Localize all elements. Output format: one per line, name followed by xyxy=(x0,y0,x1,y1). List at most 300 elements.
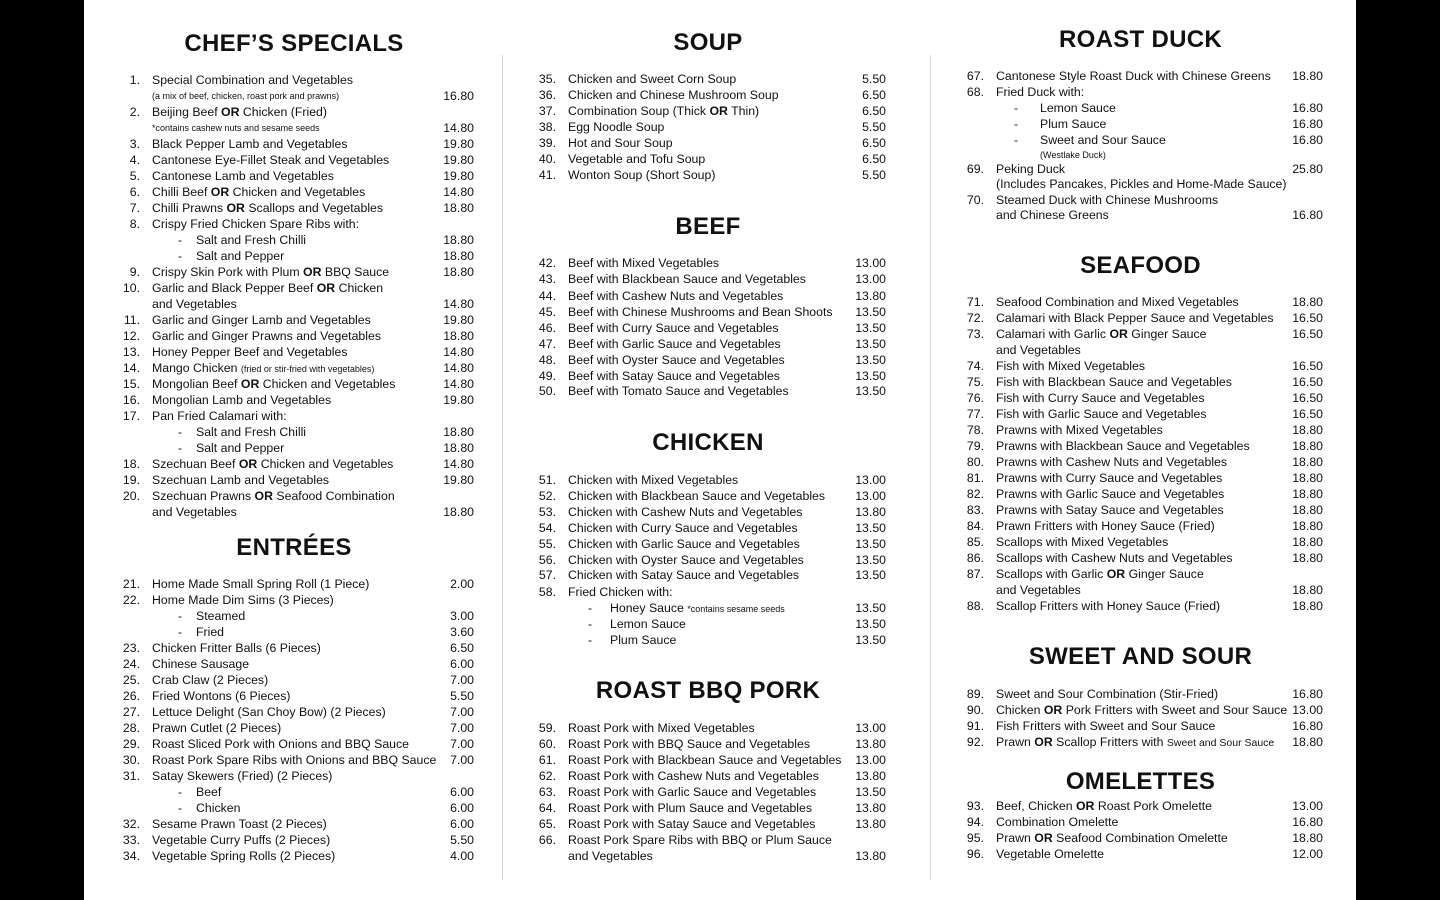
item-price: 18.80 xyxy=(1292,503,1323,517)
menu-item xyxy=(958,486,1323,502)
item-name: Chicken xyxy=(196,801,241,815)
bullet-dash: - xyxy=(178,609,183,623)
menu-item xyxy=(958,207,1323,223)
item-price: 18.80 xyxy=(1292,69,1323,83)
item-number: 21. xyxy=(122,577,140,591)
menu-item xyxy=(958,390,1323,406)
item-name: Prawns with Mixed Vegetables xyxy=(996,423,1163,437)
menu-item xyxy=(530,632,886,648)
item-name: Beef with Garlic Sauce and Vegetables xyxy=(568,337,781,351)
item-name: Sweet and Sour Sauce xyxy=(1040,133,1166,147)
menu-item xyxy=(530,71,886,87)
menu-item xyxy=(530,520,886,536)
item-price: 16.50 xyxy=(1292,407,1323,421)
item-number: 36. xyxy=(538,88,556,102)
menu-item xyxy=(958,502,1323,518)
menu-item xyxy=(958,702,1323,718)
menu-item xyxy=(114,360,474,376)
menu-item xyxy=(114,640,474,656)
item-name: Beef with Cashew Nuts and Vegetables xyxy=(568,289,784,303)
item-price: 18.80 xyxy=(443,425,474,439)
item-price: 18.80 xyxy=(1292,455,1323,469)
item-name: Prawns with Curry Sauce and Vegetables xyxy=(996,471,1223,485)
item-name: Fried Chicken with: xyxy=(568,585,673,599)
item-number: 78. xyxy=(966,423,984,437)
item-number: 6. xyxy=(129,185,140,199)
item-number: 49. xyxy=(538,369,556,383)
item-name: Mango Chicken (fried or stir-fried with vegetables) xyxy=(152,361,375,375)
item-name: Steamed Duck with Chinese Mushrooms xyxy=(996,193,1219,207)
menu-item xyxy=(958,550,1323,566)
item-name: Beef with Blackbean Sauce and Vegetables xyxy=(568,272,806,286)
item-number: 72. xyxy=(966,311,984,325)
item-price: 16.80 xyxy=(1292,687,1323,701)
item-name: Plum Sauce xyxy=(1040,117,1107,131)
menu-item xyxy=(530,720,886,736)
item-name: Combination Omelette xyxy=(996,815,1119,829)
item-price: 13.80 xyxy=(855,817,886,831)
item-name: Chicken and Sweet Corn Soup xyxy=(568,72,737,86)
item-number: 22. xyxy=(122,593,140,607)
item-price: 16.80 xyxy=(1292,133,1323,147)
menu-item xyxy=(114,656,474,672)
item-price: 13.50 xyxy=(855,353,886,367)
item-name: Chicken Fritter Balls (6 Pieces) xyxy=(152,641,321,655)
item-number: 25. xyxy=(122,673,140,687)
item-price: 18.80 xyxy=(443,505,474,519)
item-name: Beef with Mixed Vegetables xyxy=(568,256,720,270)
item-number: 94. xyxy=(966,815,984,829)
item-price: 16.50 xyxy=(1292,391,1323,405)
item-price: 7.00 xyxy=(450,753,474,767)
item-price: 13.50 xyxy=(855,537,886,551)
section-heading: SEAFOOD xyxy=(1080,252,1201,279)
item-price: 13.50 xyxy=(855,369,886,383)
menu-page xyxy=(84,0,1356,900)
column-divider xyxy=(930,55,931,880)
menu-item xyxy=(958,470,1323,486)
item-name: Prawn OR Seafood Combination Omelette xyxy=(996,831,1228,845)
menu-item xyxy=(530,784,886,800)
menu-item xyxy=(114,848,474,864)
item-name: and Vegetables xyxy=(152,505,237,519)
item-price: 13.00 xyxy=(855,753,886,767)
item-price: 5.50 xyxy=(862,168,886,182)
item-price: 18.80 xyxy=(1292,735,1323,749)
menu-item xyxy=(114,592,474,608)
menu-item xyxy=(114,752,474,768)
item-price: 14.80 xyxy=(443,345,474,359)
bullet-dash: - xyxy=(178,425,183,439)
menu-item xyxy=(530,488,886,504)
menu-item xyxy=(958,566,1323,582)
item-name: Sweet and Sour Combination (Stir-Fried) xyxy=(996,687,1219,701)
bullet-dash: - xyxy=(588,633,593,647)
item-price: 2.00 xyxy=(450,577,474,591)
menu-item xyxy=(114,232,474,248)
menu-item xyxy=(530,336,886,352)
item-price: 6.50 xyxy=(862,152,886,166)
menu-item xyxy=(530,816,886,832)
menu-item xyxy=(530,768,886,784)
item-price: 14.80 xyxy=(443,377,474,391)
item-number: 42. xyxy=(538,256,556,270)
bullet-dash: - xyxy=(1014,117,1019,131)
item-name: and Vegetables xyxy=(996,583,1081,597)
item-number: 90. xyxy=(966,703,984,717)
item-name: Fish with Blackbean Sauce and Vegetables xyxy=(996,375,1232,389)
item-price: 6.50 xyxy=(862,136,886,150)
item-number: 58. xyxy=(538,585,556,599)
item-name: Roast Pork with Plum Sauce and Vegetables xyxy=(568,801,813,815)
item-number: 64. xyxy=(538,801,556,815)
item-price: 4.00 xyxy=(450,849,474,863)
item-price: 13.80 xyxy=(855,505,886,519)
item-price: 18.80 xyxy=(443,249,474,263)
item-name: Szechuan Prawns OR Seafood Combination xyxy=(152,489,395,503)
item-number: 69. xyxy=(966,162,984,176)
item-price: 13.00 xyxy=(1292,799,1323,813)
item-price: 7.00 xyxy=(450,737,474,751)
bullet-dash: - xyxy=(178,441,183,455)
menu-item xyxy=(114,720,474,736)
item-name: *contains cashew nuts and sesame seeds xyxy=(152,123,320,133)
item-price: 13.50 xyxy=(855,521,886,535)
bullet-dash: - xyxy=(178,801,183,815)
menu-item xyxy=(958,192,1323,208)
menu-item xyxy=(958,686,1323,702)
item-price: 19.80 xyxy=(443,473,474,487)
item-price: 13.50 xyxy=(855,305,886,319)
menu-item xyxy=(530,151,886,167)
item-price: 13.50 xyxy=(855,321,886,335)
item-number: 17. xyxy=(122,409,140,423)
item-name: and Vegetables xyxy=(152,297,237,311)
item-name: Garlic and Ginger Prawns and Vegetables xyxy=(152,329,381,343)
menu-item xyxy=(530,600,886,616)
menu-item xyxy=(114,152,474,168)
item-price: 18.80 xyxy=(1292,439,1323,453)
item-price: 13.00 xyxy=(855,721,886,735)
item-price: 14.80 xyxy=(443,457,474,471)
item-price: 6.00 xyxy=(450,785,474,799)
item-name: Chicken with Garlic Sauce and Vegetables xyxy=(568,537,800,551)
item-number: 24. xyxy=(122,657,140,671)
item-name: Chicken with Cashew Nuts and Vegetables xyxy=(568,505,803,519)
item-price: 6.50 xyxy=(862,104,886,118)
item-number: 27. xyxy=(122,705,140,719)
item-price: 7.00 xyxy=(450,705,474,719)
menu-item xyxy=(530,832,886,848)
menu-item xyxy=(114,184,474,200)
menu-item xyxy=(958,830,1323,846)
item-number: 2. xyxy=(129,105,140,119)
item-price: 18.80 xyxy=(443,201,474,215)
item-name: Roast Pork with Garlic Sauce and Vegetables xyxy=(568,785,817,799)
item-name: Home Made Dim Sims (3 Pieces) xyxy=(152,593,334,607)
item-name: Chicken with Curry Sauce and Vegetables xyxy=(568,521,798,535)
item-number: 41. xyxy=(538,168,556,182)
item-price: 16.80 xyxy=(1292,117,1323,131)
menu-item xyxy=(114,408,474,424)
menu-item xyxy=(114,768,474,784)
item-name: Roast Sliced Pork with Onions and BBQ Sauce xyxy=(152,737,409,751)
menu-item xyxy=(530,736,886,752)
item-name: Prawns with Cashew Nuts and Vegetables xyxy=(996,455,1228,469)
menu-item xyxy=(958,342,1323,358)
item-price: 14.80 xyxy=(443,185,474,199)
item-price: 5.50 xyxy=(862,120,886,134)
item-name: Beef with Satay Sauce and Vegetables xyxy=(568,369,780,383)
item-number: 50. xyxy=(538,384,556,398)
item-name: Special Combination and Vegetables xyxy=(152,73,353,87)
menu-item xyxy=(530,320,886,336)
menu-item xyxy=(958,454,1323,470)
item-name: Cantonese Style Roast Duck with Chinese Greens xyxy=(996,69,1271,83)
item-price: 14.80 xyxy=(443,297,474,311)
section-heading: SWEET AND SOUR xyxy=(1028,643,1253,670)
item-name: Chicken with Satay Sauce and Vegetables xyxy=(568,568,800,582)
item-price: 13.50 xyxy=(855,785,886,799)
item-number: 11. xyxy=(123,313,140,327)
item-number: 82. xyxy=(966,487,984,501)
item-name: Prawn Fritters with Honey Sauce (Fried) xyxy=(996,519,1215,533)
item-price: 6.00 xyxy=(450,801,474,815)
item-number: 12. xyxy=(122,329,140,343)
section-heading: OMELETTES xyxy=(1065,768,1216,795)
item-name: Fish with Curry Sauce and Vegetables xyxy=(996,391,1205,405)
item-name: Lemon Sauce xyxy=(1040,101,1116,115)
item-number: 28. xyxy=(122,721,140,735)
menu-item xyxy=(958,310,1323,326)
item-number: 26. xyxy=(122,689,140,703)
menu-item xyxy=(958,326,1323,342)
item-name: (Includes Pancakes, Pickles and Home-Made Sauce) xyxy=(996,177,1287,191)
menu-item xyxy=(114,344,474,360)
item-name: Home Made Small Spring Roll (1 Piece) xyxy=(152,577,370,591)
item-name: and Chinese Greens xyxy=(996,208,1109,222)
menu-item xyxy=(114,472,474,488)
item-price: 19.80 xyxy=(443,153,474,167)
item-name: Satay Skewers (Fried) (2 Pieces) xyxy=(152,769,333,783)
menu-item xyxy=(530,567,886,583)
item-price: 19.80 xyxy=(443,169,474,183)
item-name: Garlic and Ginger Lamb and Vegetables xyxy=(152,313,371,327)
item-price: 14.80 xyxy=(443,361,474,375)
item-name: Peking Duck xyxy=(996,162,1066,176)
item-name: Scallops with Mixed Vegetables xyxy=(996,535,1169,549)
item-name: Fish Fritters with Sweet and Sour Sauce xyxy=(996,719,1216,733)
item-number: 35. xyxy=(538,72,556,86)
item-number: 7. xyxy=(129,201,140,215)
menu-item xyxy=(530,584,886,600)
item-name: Crispy Skin Pork with Plum OR BBQ Sauce xyxy=(152,265,390,279)
item-price: 16.50 xyxy=(1292,311,1323,325)
item-price: 13.50 xyxy=(855,384,886,398)
item-name: Roast Pork Spare Ribs with BBQ or Plum Sauce xyxy=(568,833,832,847)
menu-item xyxy=(114,504,474,520)
item-number: 1. xyxy=(129,73,140,87)
menu-item xyxy=(530,616,886,632)
menu-item xyxy=(530,167,886,183)
item-number: 81. xyxy=(966,471,984,485)
item-number: 38. xyxy=(538,120,556,134)
item-price: 5.50 xyxy=(862,72,886,86)
item-price: 5.50 xyxy=(450,833,474,847)
menu-item xyxy=(958,422,1323,438)
item-name: Fish with Mixed Vegetables xyxy=(996,359,1146,373)
menu-item xyxy=(530,800,886,816)
item-name: Vegetable Curry Puffs (2 Pieces) xyxy=(152,833,331,847)
item-name: Chicken with Oyster Sauce and Vegetables xyxy=(568,553,804,567)
item-name: Hot and Sour Soup xyxy=(568,136,673,150)
item-number: 43. xyxy=(538,272,556,286)
item-price: 19.80 xyxy=(443,137,474,151)
item-price: 18.80 xyxy=(443,329,474,343)
item-number: 96. xyxy=(966,847,984,861)
menu-item xyxy=(530,536,886,552)
item-price: 16.80 xyxy=(1292,208,1323,222)
item-name: Beef xyxy=(196,785,222,799)
item-price: 7.00 xyxy=(450,673,474,687)
item-number: 68. xyxy=(966,85,984,99)
item-number: 55. xyxy=(538,537,556,551)
menu-item xyxy=(958,161,1323,177)
menu-item xyxy=(114,136,474,152)
item-price: 6.50 xyxy=(450,641,474,655)
item-price: 18.80 xyxy=(443,441,474,455)
item-number: 32. xyxy=(122,817,140,831)
menu-item xyxy=(958,438,1323,454)
bullet-dash: - xyxy=(178,785,183,799)
bullet-dash: - xyxy=(178,249,183,263)
bullet-dash: - xyxy=(588,601,593,615)
item-number: 92. xyxy=(966,735,984,749)
item-number: 9. xyxy=(129,265,140,279)
item-name: Beef with Tomato Sauce and Vegetables xyxy=(568,384,789,398)
menu-item xyxy=(114,440,474,456)
menu-item xyxy=(530,472,886,488)
item-price: 19.80 xyxy=(443,313,474,327)
item-number: 74. xyxy=(966,359,984,373)
item-name: Honey Pepper Beef and Vegetables xyxy=(152,345,348,359)
item-number: 76. xyxy=(966,391,984,405)
item-number: 10. xyxy=(122,281,140,295)
item-number: 19. xyxy=(122,473,140,487)
item-price: 14.80 xyxy=(443,121,474,135)
item-number: 67. xyxy=(966,69,984,83)
item-price: 16.50 xyxy=(1292,375,1323,389)
item-price: 6.50 xyxy=(862,88,886,102)
item-price: 13.80 xyxy=(855,801,886,815)
item-number: 91. xyxy=(966,719,984,733)
item-name: Cantonese Lamb and Vegetables xyxy=(152,169,334,183)
item-name: Szechuan Beef OR Chicken and Vegetables xyxy=(152,457,394,471)
item-name: and Vegetables xyxy=(568,849,653,863)
item-name: Chicken with Mixed Vegetables xyxy=(568,473,739,487)
item-price: 13.50 xyxy=(855,553,886,567)
item-number: 23. xyxy=(122,641,140,655)
item-number: 18. xyxy=(122,457,140,471)
item-number: 83. xyxy=(966,503,984,517)
menu-item xyxy=(958,294,1323,310)
menu-item xyxy=(530,271,886,287)
item-name: (Westlake Duck) xyxy=(1040,150,1106,160)
item-number: 51. xyxy=(538,473,556,487)
item-price: 18.80 xyxy=(1292,583,1323,597)
menu-item xyxy=(114,424,474,440)
item-name: Chilli Prawns OR Scallops and Vegetables xyxy=(152,201,384,215)
section-heading: CHEF’S SPECIALS xyxy=(184,30,404,57)
item-price: 18.80 xyxy=(443,233,474,247)
menu-item xyxy=(958,374,1323,390)
item-number: 85. xyxy=(966,535,984,549)
item-number: 70. xyxy=(966,193,984,207)
item-price: 18.80 xyxy=(1292,599,1323,613)
item-number: 39. xyxy=(538,136,556,150)
item-number: 59. xyxy=(538,721,556,735)
item-number: 88. xyxy=(966,599,984,613)
item-name: Beef with Chinese Mushrooms and Bean Shoots xyxy=(568,305,833,319)
item-price: 16.80 xyxy=(1292,815,1323,829)
item-number: 54. xyxy=(538,521,556,535)
item-name: Fish with Garlic Sauce and Vegetables xyxy=(996,407,1207,421)
item-price: 13.00 xyxy=(855,473,886,487)
section-heading: ROAST DUCK xyxy=(1059,26,1222,53)
item-number: 16. xyxy=(122,393,140,407)
item-name: Beef with Curry Sauce and Vegetables xyxy=(568,321,779,335)
item-name: Scallop Fritters with Honey Sauce (Fried) xyxy=(996,599,1221,613)
item-name: Salt and Pepper xyxy=(196,249,285,263)
item-name: Garlic and Black Pepper Beef OR Chicken xyxy=(152,281,384,295)
menu-item xyxy=(114,832,474,848)
menu-item xyxy=(114,104,474,120)
item-name: (a mix of beef, chicken, roast pork and prawns) xyxy=(152,91,340,101)
item-name: Chicken with Blackbean Sauce and Vegetables xyxy=(568,489,826,503)
menu-item xyxy=(114,264,474,280)
item-name: Sesame Prawn Toast (2 Pieces) xyxy=(152,817,327,831)
item-name: Mongolian Lamb and Vegetables xyxy=(152,393,332,407)
item-name: Beijing Beef OR Chicken (Fried) xyxy=(152,105,327,119)
item-number: 3. xyxy=(129,137,140,151)
menu-item xyxy=(530,352,886,368)
item-number: 77. xyxy=(966,407,984,421)
menu-item xyxy=(958,734,1323,750)
menu-item xyxy=(114,624,474,640)
item-name: Prawns with Blackbean Sauce and Vegetables xyxy=(996,439,1250,453)
item-price: 7.00 xyxy=(450,721,474,735)
menu-item xyxy=(958,518,1323,534)
item-name: Scallops with Garlic OR Ginger Sauce xyxy=(996,567,1204,581)
item-number: 65. xyxy=(538,817,556,831)
menu-item xyxy=(114,296,474,312)
item-number: 40. xyxy=(538,152,556,166)
item-number: 37. xyxy=(538,104,556,118)
column-divider xyxy=(502,55,503,880)
bullet-dash: - xyxy=(178,625,183,639)
item-number: 52. xyxy=(538,489,556,503)
item-price: 6.00 xyxy=(450,817,474,831)
menu-item xyxy=(530,255,886,271)
item-number: 5. xyxy=(129,169,140,183)
item-price: 13.50 xyxy=(855,337,886,351)
item-name: Prawns with Garlic Sauce and Vegetables xyxy=(996,487,1225,501)
item-name: Fried xyxy=(196,625,225,639)
menu-item xyxy=(958,68,1323,84)
item-number: 80. xyxy=(966,455,984,469)
item-price: 13.50 xyxy=(855,568,886,582)
item-number: 79. xyxy=(966,439,984,453)
